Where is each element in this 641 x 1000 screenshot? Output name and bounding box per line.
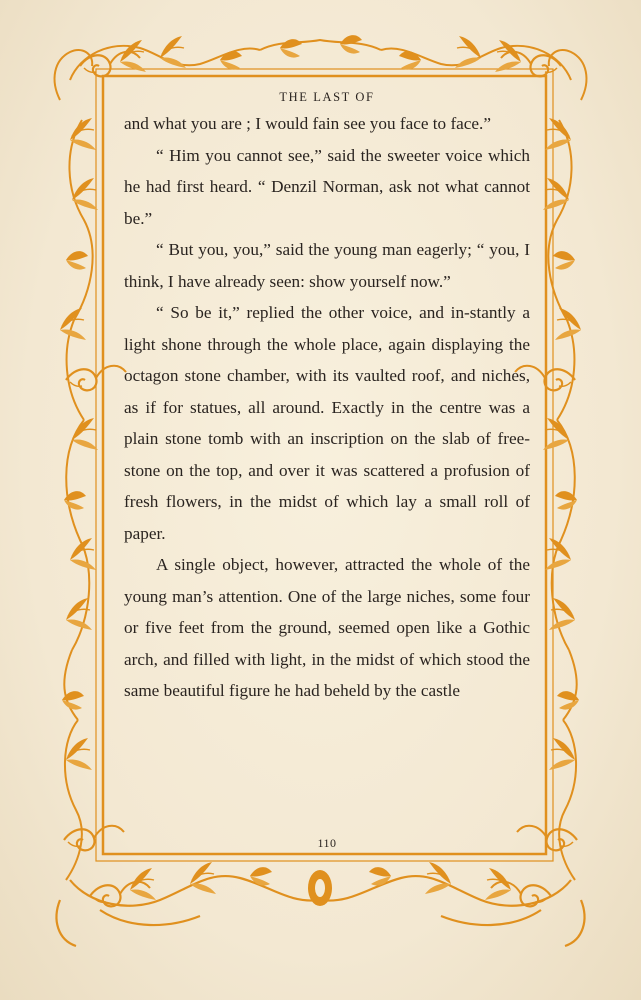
paragraph-1: “ Him you cannot see,” said the sweeter voice which he had first heard. “ Denzil Norman, ask not what cannot be.” bbox=[124, 145, 530, 228]
paragraph-4: A single object, however, attracted the whole of the young man’s attention. One of the large niches, some four or five feet from the ground, seemed open like a Gothic arch, and filled with light, in the midst of which stood the same beautiful figure he had beheld by the castle bbox=[124, 555, 530, 700]
page-text bbox=[124, 88, 530, 858]
paragraph-2: “ But you, you,” said the young man eagerly; “ you, I think, I have already seen: show yourself now.” bbox=[124, 240, 530, 291]
page-number: 110 bbox=[317, 836, 337, 850]
paragraph-3: “ So be it,” replied the other voice, and in-stantly a light shone through the whole place, again displaying the octagon stone chamber, with its vaulted roof, and niches, as if for statues, all around. Exactly in the centre was a plain stone tomb with an inscription on the slab of free-stone on the top, and over it was scattered a profusion of fresh flowers, in the midst of which lay a small roll of paper. bbox=[124, 303, 530, 543]
paragraph-continuation: and what you are ; I would fain see you face to face.” bbox=[124, 114, 491, 133]
running-head: THE LAST OF bbox=[279, 90, 375, 104]
